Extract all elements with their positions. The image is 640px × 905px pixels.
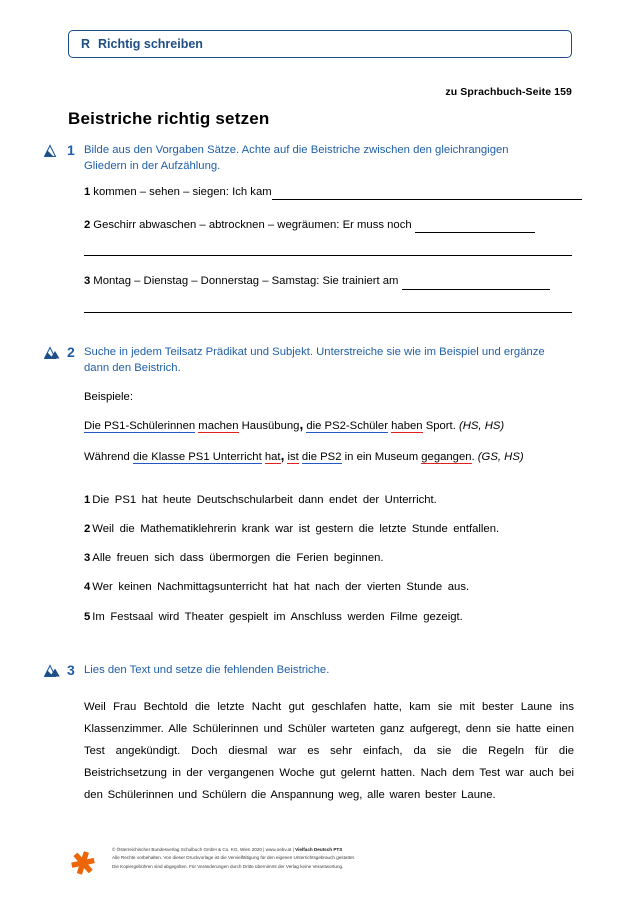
mountain-icon [44,346,62,360]
example-text: Hausübung [241,419,300,432]
clause-type-tags: (HS, HS) [458,419,505,432]
exercise-1-instruction: Bilde aus den Vorgaben Sätze. Achte auf die Beistriche zwischen den gleichrangigen Gliedern in der Aufzählung. [84,144,509,173]
item-text: Geschirr abwaschen – abtrocknen – wegräumen: Er muss noch [93,219,412,231]
predicate-underline: machen [198,419,239,432]
fill-in-row [84,185,580,200]
answer-blank[interactable] [415,221,535,233]
predicate-underline: gegangen [421,450,472,463]
examples-label: Beispiele: [84,390,133,403]
item-number: 3 [84,552,91,565]
exercise-3 [44,662,580,806]
answer-blank[interactable] [402,278,550,290]
predicate-underline: hat [264,450,281,463]
item-number: 4 [84,581,91,594]
reading-paragraph[interactable]: Weil Frau Bechtold die letzte Nacht gut geschlafen hatte, kam sie mit bester Laune ins Klassenzimmer. Alle Schülerinnen und Schüler warteten ganz aufgeregt, denn sie hatte einen Test angekündigt. Doch diesmal war es sehr einfach, da sie die Regeln für die Beistrichsetzung in der vergangenen Woche gut gelernt hatten. Nach dem Test war auch bei den Schülerinnen und Schülern die Anspannung weg, alle waren bester Laune. [84,700,574,801]
sentence-text: Wer keinen Nachmittagsunterricht hat hat nach der vierten Stunde aus. [92,581,470,594]
subject-underline: Die PS1-Schülerinnen [84,419,196,432]
exercise-1-number: 1 [67,142,75,158]
exercise-1-header [44,142,580,175]
item-number: 2 [84,219,91,231]
footer-line-2: Alle Rechte vorbehalten. Von dieser Druckvorlage ist die Vervielfältigung für den eigenen Unterrichtsgebrauch gestattet. [112,855,356,861]
exercise-2-number: 2 [67,344,75,360]
exercise-3-header [44,662,580,680]
footer-publisher: © Österreichischer Bundesverlag Schulbuch GmbH & Co. KG, Wien 2020 | www.oebv.at | [112,847,296,852]
subject-underline: die Klasse PS1 Unterricht [132,450,262,463]
sentence-text: Weil die Mathematiklehrerin krank war ist gestern die letzte Stunde entfallen. [92,522,500,535]
answer-blank-line[interactable] [84,312,572,313]
practice-sentence[interactable] [84,551,580,566]
footer-line-3: Die Kopiergebühren sind abgegolten. Für Veränderungen durch Dritte übernimmt der Verlag keine Verantwortung. [112,863,344,869]
subject-underline: die PS2 [301,450,342,463]
clause-type-tags: (GS, HS) [477,450,524,463]
item-number: 5 [84,610,91,623]
item-number: 1 [84,185,91,198]
predicate-underline: haben [391,419,423,432]
answer-blank-line[interactable] [84,255,572,256]
exercise-3-instruction: Lies den Text und setze die fehlenden Beistriche. [84,664,330,676]
item-number: 1 [84,493,91,506]
answer-blank[interactable] [272,188,582,200]
fill-in-row [84,218,580,233]
example-text: in ein Museum [344,450,419,463]
footer-line-1 [112,846,355,854]
exercise-3-body [84,696,580,806]
subject-letter: R [81,37,91,51]
subject-header-box [68,30,572,58]
exercise-2-body [84,391,580,625]
practice-sentence[interactable] [84,610,580,625]
inserted-comma: , [280,447,285,463]
sentence-text: Im Festsaal wird Theater gespielt im Anschluss werden Filme gezeigt. [92,610,463,623]
exercise-2-instruction: Suche in jedem Teilsatz Prädikat und Subjekt. Unterstreiche sie wie im Beispiel und ergänze dann den Beistrich. [84,346,545,375]
predicate-underline: ist [287,450,299,463]
exercise-2-header [44,344,580,377]
inserted-comma: , [299,416,304,432]
textbook-page-reference: zu Sprachbuch-Seite 159 [445,86,572,98]
example-sentence-1 [84,415,564,436]
exercise-2 [44,344,580,639]
footer-series-title: Vielfach Deutsch PTS [295,847,343,852]
item-text: kommen – sehen – siegen: Ich kam [93,185,272,198]
oebv-starburst-logo-icon [68,848,98,878]
subject-underline: die PS2-Schüler [306,419,388,432]
practice-sentence[interactable] [84,493,580,508]
example-text: Während [84,450,130,463]
mountain-icon [44,664,62,678]
example-text: Sport. [425,419,456,432]
practice-sentence[interactable] [84,580,580,595]
page-title: Beistriche richtig setzen [68,109,270,129]
example-sentence-2 [84,446,564,467]
example-text: . [471,450,475,463]
sentence-text: Alle freuen sich dass übermorgen die Ferien beginnen. [92,552,384,565]
exercise-1-body [84,185,580,313]
mountain-icon [44,144,62,158]
item-number: 3 [84,275,91,288]
copyright-text [112,846,355,871]
exercise-3-number: 3 [67,662,75,678]
exercise-1 [44,142,580,331]
practice-sentence[interactable] [84,522,580,537]
fill-in-row [84,274,580,289]
subject-title: Richtig schreiben [98,37,203,51]
sentence-text: Die PS1 hat heute Deutschschularbeit dann endet der Unterricht. [92,493,437,506]
item-number: 2 [84,522,91,535]
page-footer [68,846,572,878]
item-text: Montag – Dienstag – Donnerstag – Samstag: Sie trainiert am [93,275,399,288]
